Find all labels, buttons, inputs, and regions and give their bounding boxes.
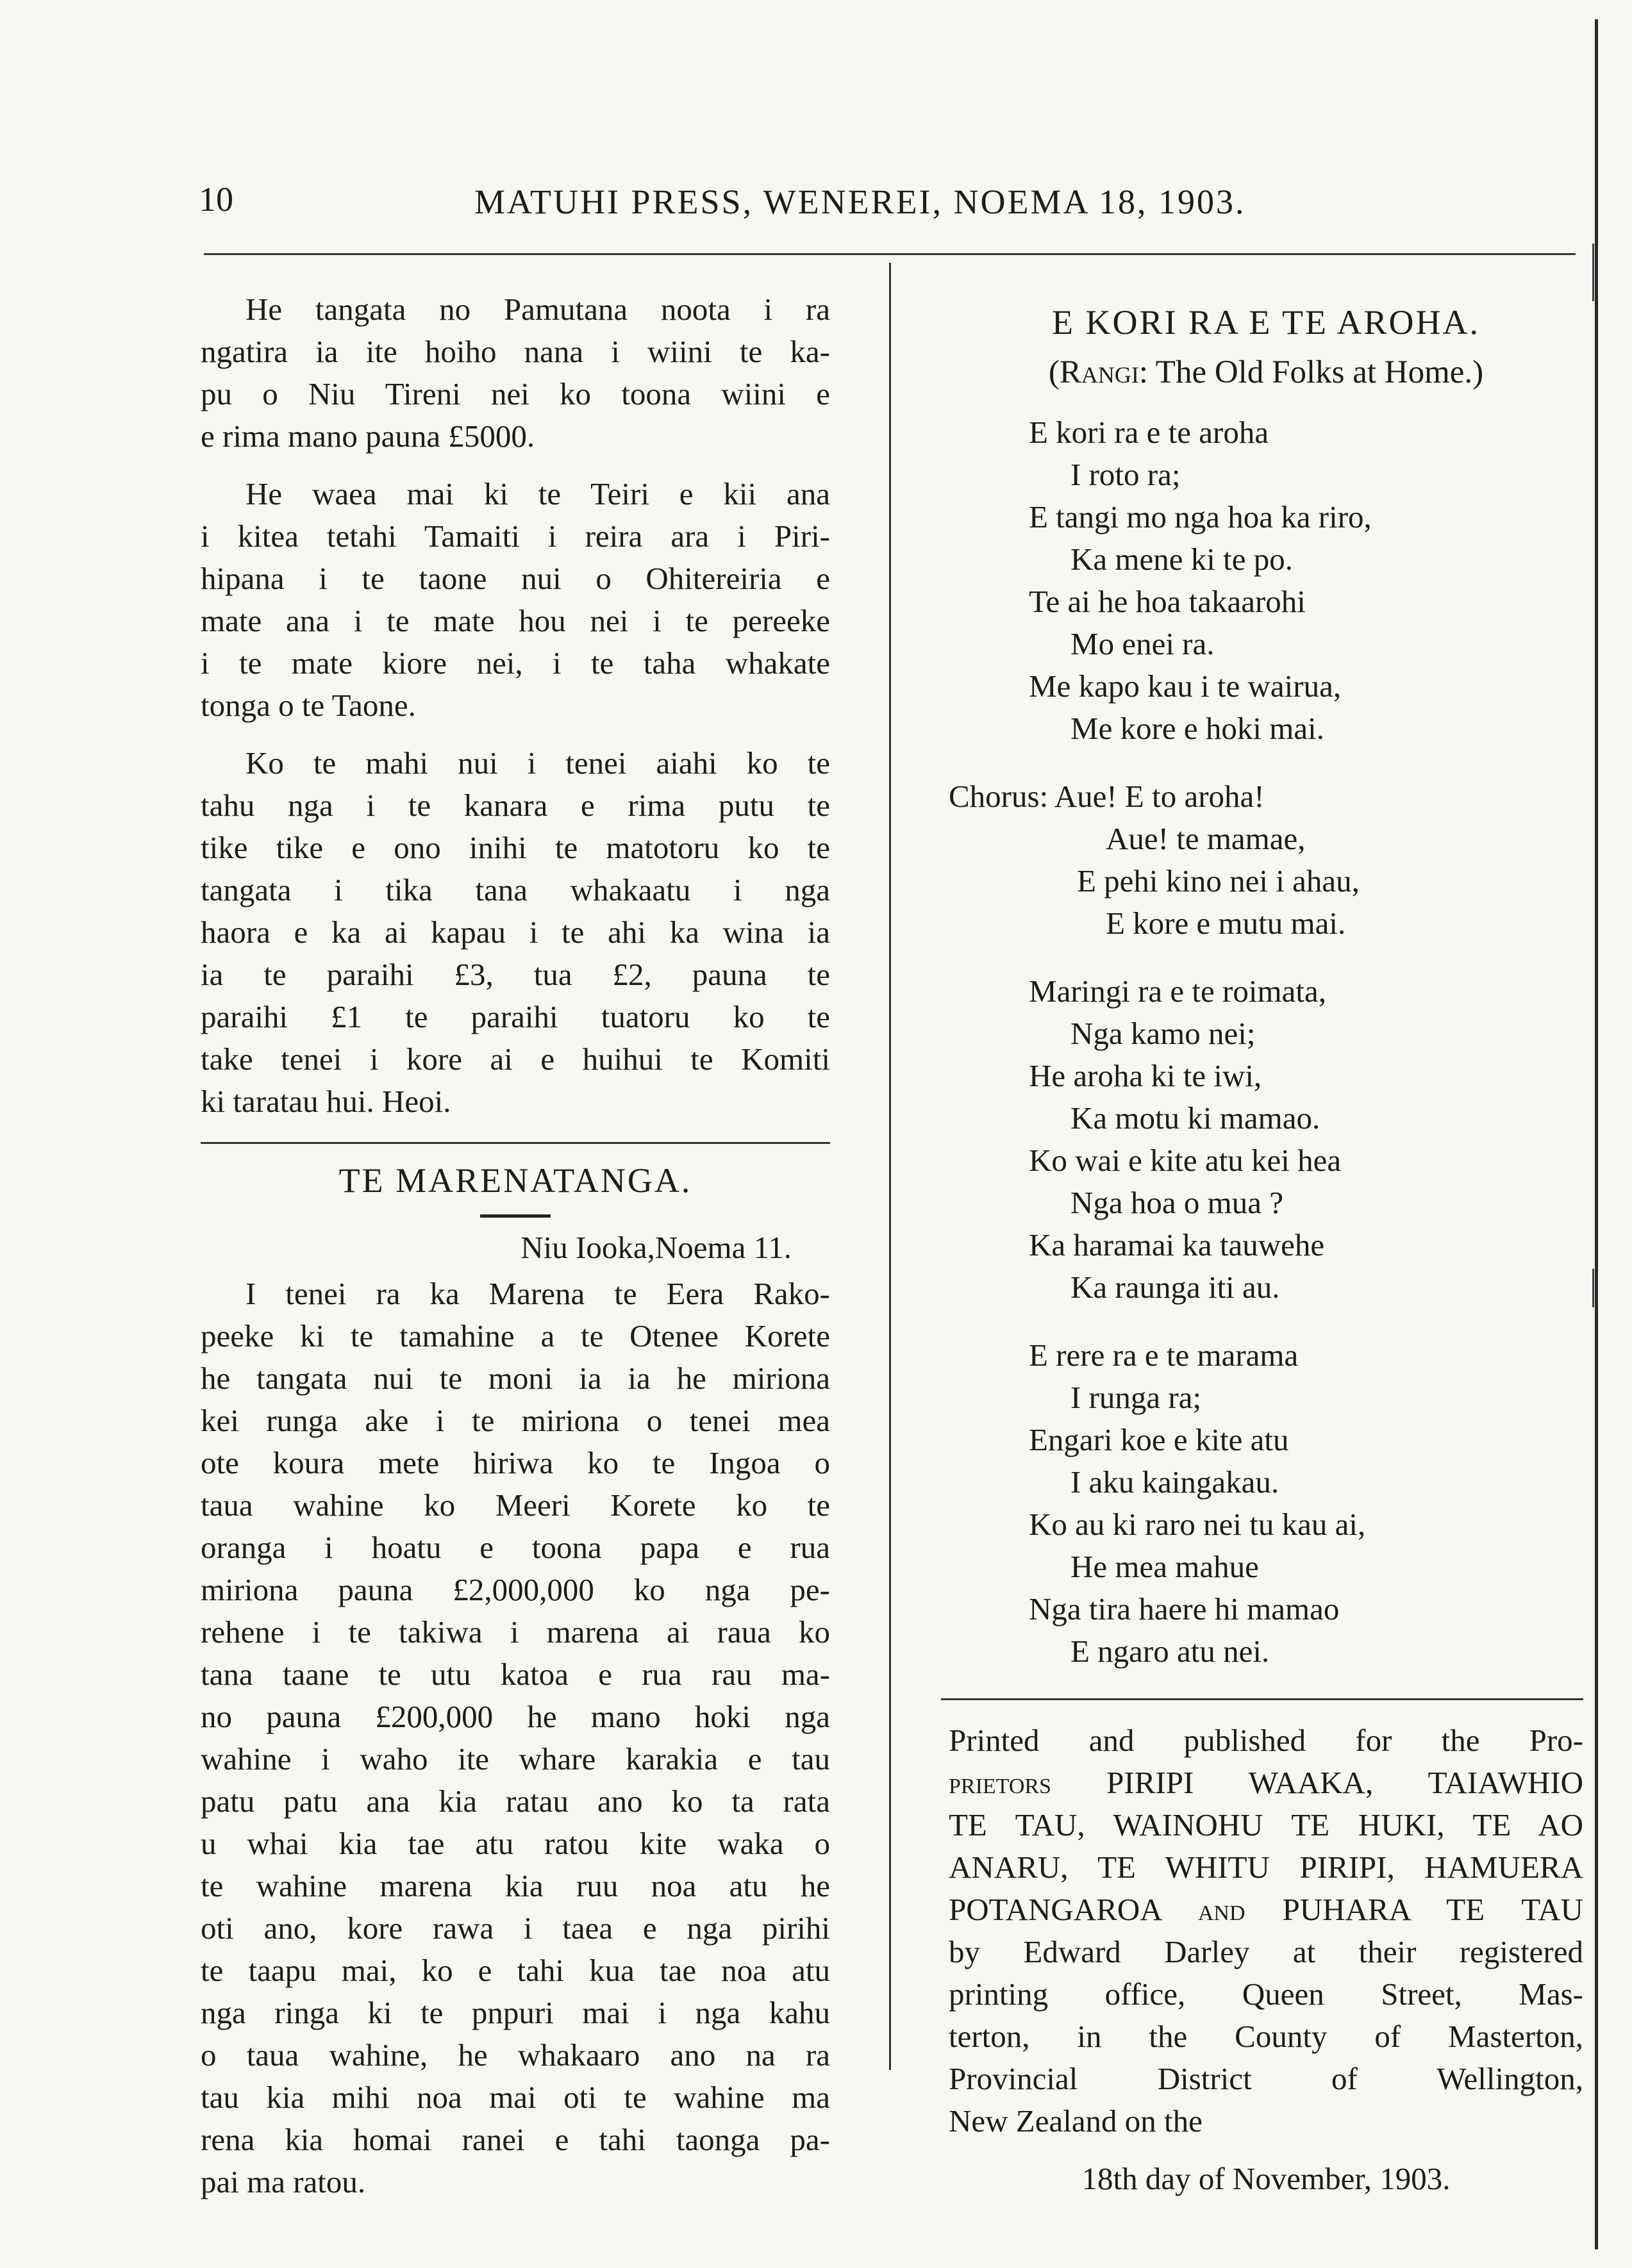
imprint-line: Printed and published for the Pro-	[949, 1723, 1583, 1758]
right-column	[949, 301, 1583, 2200]
verse-line: Nga tira haere hi mamao	[1029, 1591, 1340, 1627]
page-number: 10	[199, 180, 233, 219]
text-line: pai ma ratou.	[201, 2164, 366, 2199]
news-paragraph-pamutana	[201, 288, 830, 458]
text-line: wahine i waho ite whare karakia e tau	[201, 1741, 830, 1776]
text-line: take tenei i kore ai e huihui te Komiti	[201, 1041, 830, 1077]
masthead: MATUHI PRESS, WENEREI, NOEMA 18, 1903.	[474, 183, 1246, 221]
text-line: o taua wahine, he whakaaro ano na ra	[201, 2037, 830, 2073]
verse-line: Me kapo kau i te wairua,	[1029, 668, 1342, 704]
text-line: patu patu ana kia ratau ano ko ta rata	[201, 1784, 830, 1819]
text-line: I tenei ra ka Marena te Eera Rako-	[246, 1276, 830, 1311]
song-stanza-1	[1029, 411, 1583, 750]
verse-line: Ka raunga iti au.	[1070, 1270, 1280, 1305]
left-column	[201, 288, 830, 2219]
verse-line: I runga ra;	[1070, 1380, 1202, 1415]
text-line: hipana i te taone nui o Ohitereiria e	[201, 561, 830, 596]
verse-line: Ka mene ki te po.	[1070, 542, 1293, 577]
imprint-line: terton, in the County of Masterton,	[949, 2019, 1583, 2054]
text-line: ote koura mete hiriwa ko te Ingoa o	[201, 1445, 830, 1480]
text-line: u whai kia tae atu ratou kite waka o	[201, 1826, 830, 1861]
tune-label: Rangi	[1059, 354, 1139, 390]
title-short-rule	[480, 1214, 551, 1218]
text-line: tau kia mihi noa mai oti te wahine ma	[201, 2080, 830, 2115]
song-stanza-2	[1029, 970, 1583, 1309]
verse-line: Te ai he hoa takaarohi	[1029, 584, 1306, 619]
printer-imprint	[949, 1719, 1583, 2142]
column-divider	[889, 263, 891, 2070]
page-header	[0, 179, 1632, 250]
text-line: he tangata nui te moni ia ia he miriona	[201, 1361, 830, 1396]
news-paragraph-waea	[201, 473, 830, 727]
verse-line: I roto ra;	[1070, 457, 1181, 492]
text-line: no pauna £200,000 he mano hoki nga	[201, 1699, 830, 1734]
text-line: peeke ki te tamahine a te Otenee Korete	[201, 1318, 830, 1353]
verse-line: I aku kaingakau.	[1070, 1464, 1279, 1500]
song-title: E KORI RA E TE AROHA.	[1051, 303, 1481, 342]
verse-line: He aroha ki te iwi,	[1029, 1058, 1262, 1093]
song-stanza-3	[1029, 1334, 1583, 1673]
verse-line: E rere ra e te marama	[1029, 1337, 1299, 1373]
verse-line: He mea mahue	[1070, 1549, 1259, 1584]
text-line: ki taratau hui. Heoi.	[201, 1084, 451, 1119]
text-line: miriona pauna £2,000,000 ko nga pe-	[201, 1572, 830, 1607]
verse-line: E ngaro atu nei.	[1070, 1634, 1270, 1669]
marriage-article	[201, 1273, 830, 2203]
chorus-line: Chorus: Aue! E to aroha!	[949, 779, 1265, 814]
section-title-marriage: TE MARENATANGA.	[338, 1161, 692, 1200]
text-line: haora e ka ai kapau i te ahi ka wina ia	[201, 915, 830, 950]
chorus-line: E pehi kino nei i ahau,	[1077, 863, 1360, 898]
text-line: He tangata no Pamutana noota i ra	[246, 292, 830, 327]
text-line: oti ano, kore rawa i taea e nga pirihi	[201, 1910, 830, 1946]
chorus-line: E kore e mutu mai.	[1106, 906, 1346, 941]
verse-line: Ka haramai ka tauwehe	[1029, 1227, 1325, 1262]
text-line: tonga o te Taone.	[201, 688, 416, 723]
imprint-line: New Zealand on the	[949, 2103, 1203, 2139]
page-edge-rule	[1595, 19, 1598, 2249]
text-line: oranga i hoatu e toona papa e rua	[201, 1530, 830, 1565]
imprint-line: by Edward Darley at their registered	[949, 1934, 1583, 1969]
news-paragraph-kanara	[201, 742, 830, 1123]
text-line: mate ana i te mate hou nei i te pereeke	[201, 603, 830, 638]
tune-open-paren: (	[1048, 354, 1060, 390]
text-line: tike tike e ono inihi te matotoru ko te	[201, 830, 830, 865]
text-line: rena kia homai ranei e tahi taonga pa-	[201, 2122, 830, 2157]
text-line: tangata i tika tana whakaatu i nga	[201, 872, 830, 907]
verse-line: Ka motu ki mamao.	[1070, 1100, 1320, 1136]
text-line: He waea mai ki te Teiri e kii ana	[246, 476, 830, 511]
header-rule	[204, 253, 1576, 255]
text-line: ia te paraihi £3, tua £2, pauna te	[201, 957, 830, 992]
verse-line: Ko wai e kite atu kei hea	[1029, 1143, 1342, 1178]
text-line: te wahine marena kia ruu noa atu he	[201, 1868, 830, 1903]
imprint-line: printing office, Queen Street, Mas-	[949, 1976, 1583, 2012]
verse-line: Maringi ra e te roimata,	[1029, 973, 1326, 1009]
verse-line: Ko au ki raro nei tu kau ai,	[1029, 1507, 1366, 1542]
imprint-line: prietors PIRIPI WAAKA, TAIAWHIO	[949, 1765, 1583, 1800]
text-line: i te mate kiore nei, i te taha whakate	[201, 645, 830, 681]
text-line: kei runga ake i te miriona o tenei mea	[201, 1403, 830, 1438]
verse-line: E kori ra e te aroha	[1029, 415, 1269, 450]
song-tune	[949, 351, 1583, 393]
imprint-rule	[941, 1698, 1583, 1700]
section-rule	[201, 1142, 830, 1144]
text-line: Ko te mahi nui i tenei aiahi ko te	[246, 745, 830, 781]
verse-line: Engari koe e kite atu	[1029, 1422, 1289, 1457]
text-line: te taapu mai, ko e tahi kua tae noa atu	[201, 1953, 830, 1988]
imprint-line: POTANGAROA and PUHARA TE TAU	[949, 1892, 1583, 1927]
song-chorus	[949, 775, 1583, 945]
text-line: taua wahine ko Meeri Korete ko te	[201, 1487, 830, 1523]
imprint-line: ANARU, TE WHITU PIRIPI, HAMUERA	[949, 1850, 1583, 1885]
text-line: nga ringa ki te pnpuri mai i nga kahu	[201, 1995, 830, 2030]
text-line: i kitea tetahi Tamaiti i reira ara i Piri-	[201, 518, 830, 554]
text-line: e rima mano pauna £5000.	[201, 418, 535, 454]
verse-line: Nga kamo nei;	[1070, 1016, 1256, 1051]
page-edge-mark	[1592, 1269, 1594, 1307]
dateline: Niu Iooka,Noema 11.	[520, 1230, 792, 1265]
imprint-line: TE TAU, WAINOHU TE HUKI, TE AO	[949, 1807, 1583, 1842]
imprint-date: 18th day of November, 1903.	[1081, 2161, 1451, 2196]
text-line: ngatira ia ite hoiho nana i wiini te ka-	[201, 334, 830, 369]
chorus-line: Aue! te mamae,	[1106, 821, 1306, 856]
imprint-line: Provincial District of Wellington,	[949, 2061, 1583, 2096]
text-line: rehene i te takiwa i marena ai raua ko	[201, 1614, 830, 1650]
verse-line: Mo enei ra.	[1070, 626, 1215, 661]
text-line: tana taane te utu katoa e rua rau ma-	[201, 1657, 830, 1692]
text-line: tahu nga i te kanara e rima putu te	[201, 788, 830, 823]
verse-line: Nga hoa o mua ?	[1070, 1185, 1283, 1220]
verse-line: E tangi mo nga hoa ka riro,	[1029, 499, 1372, 534]
text-line: pu o Niu Tireni nei ko toona wiini e	[201, 376, 830, 411]
verse-line: Me kore e hoki mai.	[1070, 711, 1324, 746]
tune-name: : The Old Folks at Home.)	[1138, 354, 1484, 390]
text-line: paraihi £1 te paraihi tuatoru ko te	[201, 999, 830, 1034]
page-edge-mark	[1592, 244, 1594, 301]
